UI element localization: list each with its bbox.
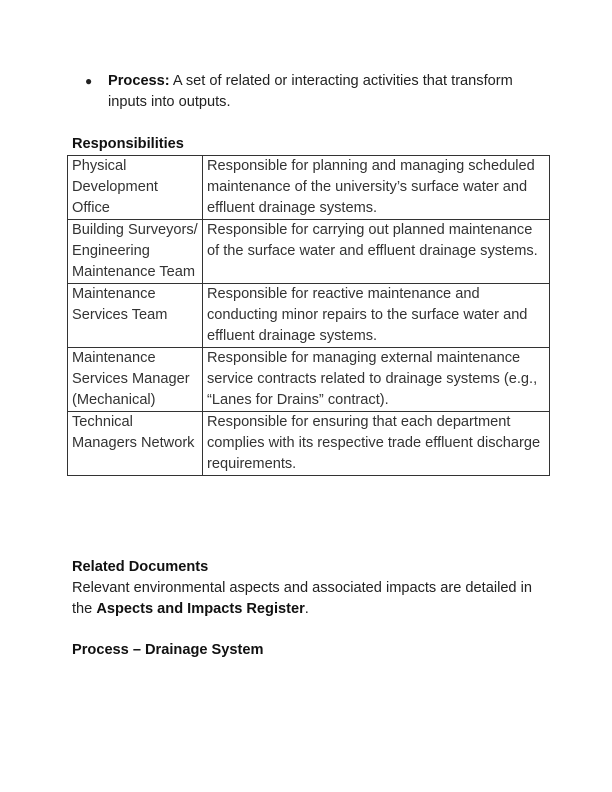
table-row [68, 412, 550, 476]
table-row [68, 156, 550, 220]
description-cell: Responsible for managing external maintenance service contracts related to drainage systems (e.g., “Lanes for Drains” contract). [203, 348, 550, 412]
role-cell: Technical Managers Network [68, 412, 203, 476]
related-documents-text: Relevant environmental aspects and associated impacts are detailed in the [72, 580, 532, 617]
related-documents-heading: Related Documents [72, 559, 209, 575]
process-definition-text [90, 71, 530, 113]
role-cell: Building Surveyors/ Engineering Maintenance Team [68, 220, 203, 284]
role-cell: Maintenance Services Team [68, 284, 203, 348]
process-definition-body: A set of related or interacting activities that transform inputs into outputs. [108, 73, 513, 110]
description-cell: Responsible for carrying out planned maintenance of the surface water and effluent drainage systems. [203, 220, 550, 284]
process-term: Process: [108, 73, 170, 89]
responsibilities-table [67, 155, 550, 476]
description-cell: Responsible for reactive maintenance and conducting minor repairs to the surface water and effluent drainage systems. [203, 284, 550, 348]
description-cell: Responsible for planning and managing scheduled maintenance of the university’s surface water and effluent drainage systems. [203, 156, 550, 220]
responsibilities-heading: Responsibilities [72, 136, 184, 152]
related-documents-paragraph [72, 578, 542, 620]
aspects-impacts-register-reference: Aspects and Impacts Register [96, 601, 305, 617]
table-row [68, 220, 550, 284]
role-cell: Physical Development Office [68, 156, 203, 220]
process-drainage-heading: Process – Drainage System [72, 642, 264, 658]
description-cell: Responsible for ensuring that each department complies with its respective trade effluent discharge requirements. [203, 412, 550, 476]
table-row [68, 348, 550, 412]
table-row [68, 284, 550, 348]
role-cell: Maintenance Services Manager (Mechanical) [68, 348, 203, 412]
bullet-dot-icon: ● [85, 74, 93, 88]
related-documents-text-end: . [304, 601, 309, 617]
process-definition-bullet [85, 71, 530, 113]
